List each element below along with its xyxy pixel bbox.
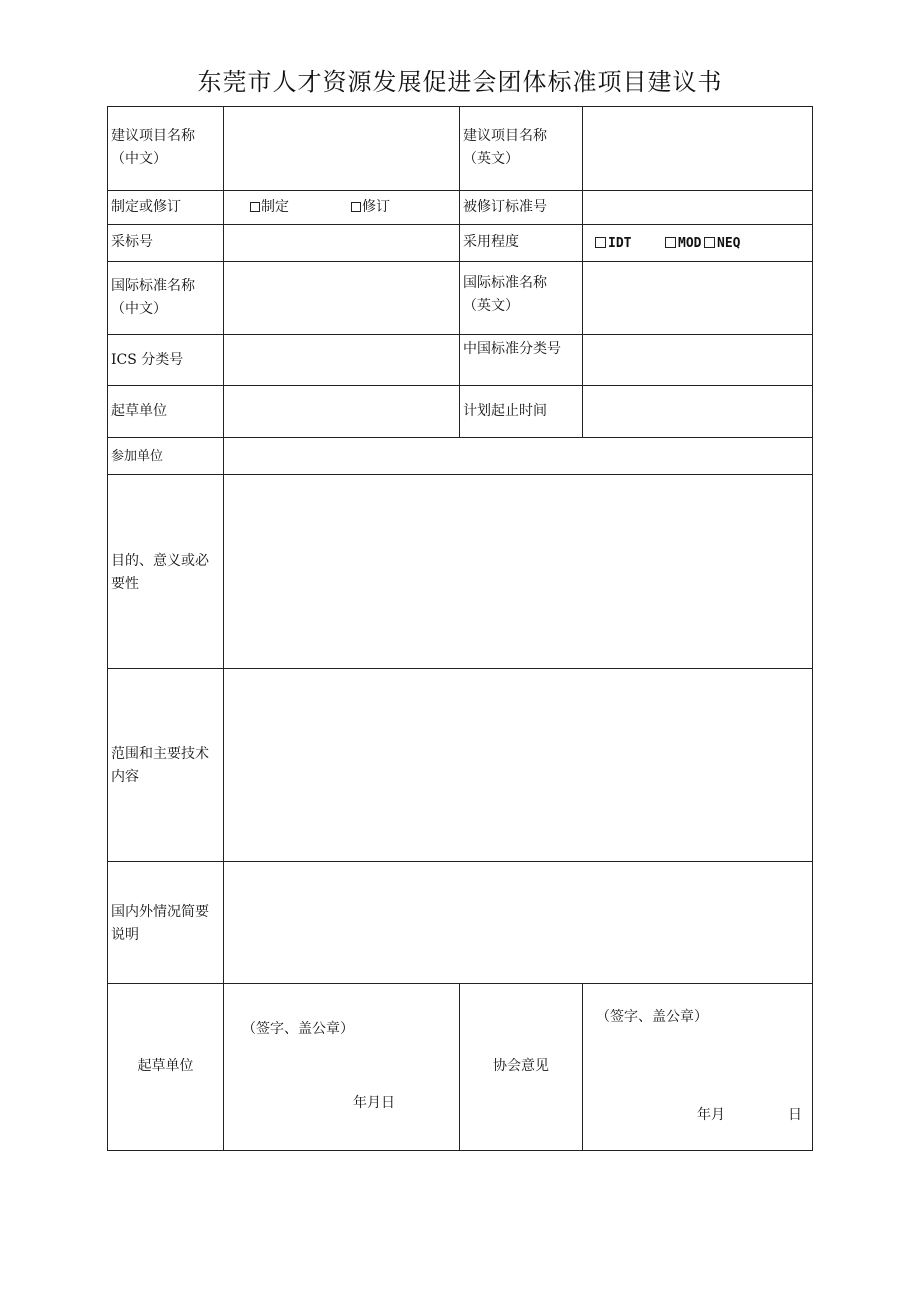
make-or-revise-options	[223, 190, 460, 225]
name-cn-label: 建议项目名称 （中文）	[111, 128, 195, 167]
revised-std-no-label-cell	[459, 190, 583, 225]
plan-time-label: 计划起止时间	[463, 403, 547, 419]
option-idt[interactable]: IDT	[595, 232, 631, 255]
drafter-label: 起草单位	[111, 403, 167, 419]
drafter-date: 年月日	[353, 1095, 395, 1111]
mod-checkbox-icon[interactable]	[665, 237, 676, 248]
option-revise[interactable]: 修订	[351, 196, 390, 219]
sign-drafter-label: 起草单位	[137, 1058, 194, 1074]
situation-label: 国内外情况简要 说明	[111, 904, 209, 943]
adopt-no-label-cell	[107, 224, 224, 262]
ics-field[interactable]	[223, 334, 460, 386]
drafter-stamp-note: （签字、盖公章）	[242, 1021, 354, 1037]
assoc-opinion-label-cell	[459, 983, 583, 1151]
adopt-no-field[interactable]	[223, 224, 460, 262]
ics-label-cell	[107, 334, 224, 386]
neq-checkbox-icon[interactable]	[704, 237, 715, 248]
assoc-stamp-note: （签字、盖公章）	[596, 1009, 708, 1025]
option-neq[interactable]: NEQ	[704, 232, 740, 255]
purpose-label-cell	[107, 474, 224, 669]
make-or-revise-label: 制定或修订	[111, 199, 181, 215]
participants-field[interactable]	[223, 437, 813, 475]
intl-name-cn-field[interactable]	[223, 261, 460, 335]
name-cn-label-cell	[107, 106, 224, 191]
plan-time-label-cell	[459, 385, 583, 438]
scope-label-cell	[107, 668, 224, 862]
assoc-opinion-label: 协会意见	[493, 1058, 549, 1074]
assoc-date-year-month: 年月	[697, 1107, 725, 1123]
idt-checkbox-icon[interactable]	[595, 237, 606, 248]
participants-label-cell	[107, 437, 224, 475]
revised-std-no-label: 被修订标准号	[463, 199, 547, 215]
situation-field[interactable]	[223, 861, 813, 984]
sign-drafter-field[interactable]	[223, 983, 460, 1151]
make-checkbox-icon[interactable]	[250, 202, 260, 212]
purpose-label: 目的、意义或必 要性	[111, 553, 209, 592]
intl-name-en-label: 国际标准名称 （英文）	[463, 275, 547, 314]
assoc-opinion-field[interactable]	[582, 983, 813, 1151]
participants-label: 参加单位	[111, 449, 164, 464]
name-en-field[interactable]	[582, 106, 813, 191]
scope-label: 范围和主要技术 内容	[111, 746, 209, 785]
adopt-degree-label-cell	[459, 224, 583, 262]
purpose-field[interactable]	[223, 474, 813, 669]
intl-name-en-label-cell	[459, 261, 583, 335]
drafter-label-cell	[107, 385, 224, 438]
make-or-revise-label-cell	[107, 190, 224, 225]
drafter-field[interactable]	[223, 385, 460, 438]
option-make[interactable]: 制定	[250, 196, 289, 219]
adopt-no-label: 采标号	[111, 234, 153, 250]
plan-time-field[interactable]	[582, 385, 813, 438]
sign-drafter-label-cell	[107, 983, 224, 1151]
name-en-label: 建议项目名称 （英文）	[463, 128, 547, 167]
cn-class-label: 中国标准分类号	[463, 341, 561, 357]
cn-class-label-cell	[459, 334, 583, 386]
adopt-degree-options	[582, 224, 813, 262]
cn-class-field[interactable]	[582, 334, 813, 386]
revise-checkbox-icon[interactable]	[351, 202, 361, 212]
intl-name-cn-label-cell	[107, 261, 224, 335]
assoc-date-day: 日	[788, 1107, 802, 1123]
situation-label-cell	[107, 861, 224, 984]
page-title: 东莞市人才资源发展促进会团体标准项目建议书	[197, 68, 723, 96]
name-en-label-cell	[459, 106, 583, 191]
option-mod[interactable]: MOD	[665, 232, 701, 255]
name-cn-field[interactable]	[223, 106, 460, 191]
revised-std-no-field[interactable]	[582, 190, 813, 225]
ics-label: ICS 分类号	[111, 352, 184, 368]
intl-name-en-field[interactable]	[582, 261, 813, 335]
adopt-degree-label: 采用程度	[463, 234, 519, 250]
intl-name-cn-label: 国际标准名称 （中文）	[111, 278, 195, 317]
scope-field[interactable]	[223, 668, 813, 862]
